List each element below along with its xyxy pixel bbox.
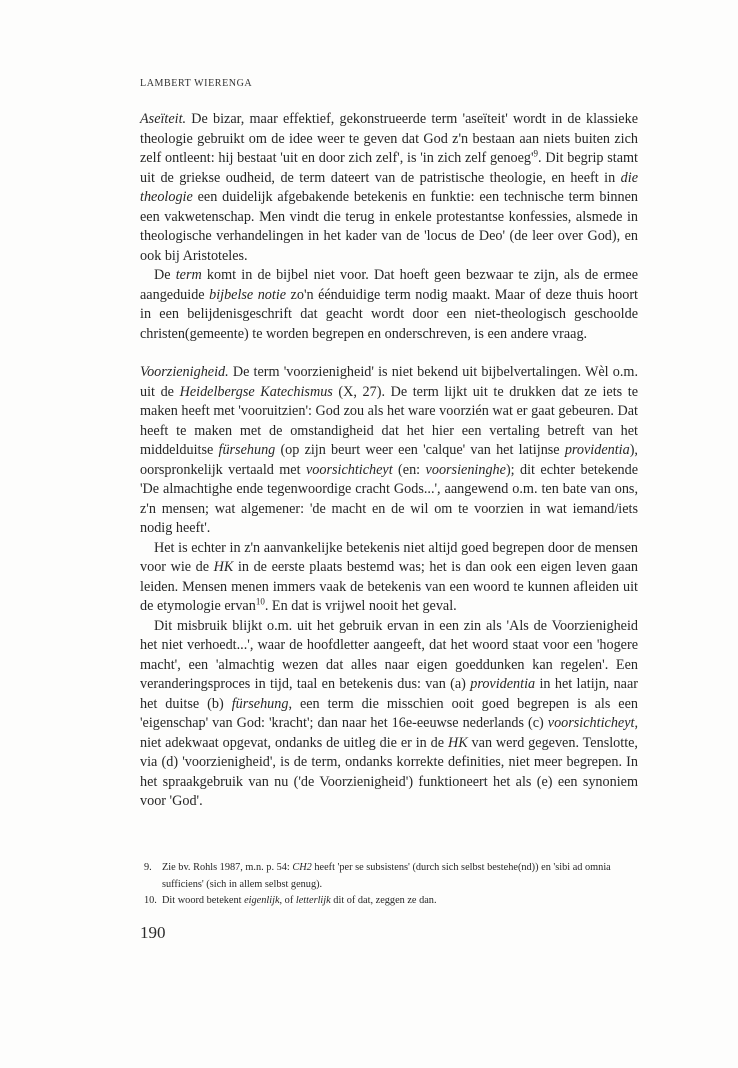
footnote-text: Zie bv. Rohls 1987, m.n. p. 54: CH2 heeft 'per se subsistens' (durch sich selbst bestehe(nd)) en 'sibi ad omnia sufficiens' (sich in allem selbst genug). (162, 862, 611, 890)
footnote-number: 9. (144, 862, 152, 873)
term-heading-aseiteit: Aseïteit. (140, 111, 187, 127)
running-head: LAMBERT WIERENGA (140, 78, 253, 89)
term-heading-voorzienigheid: Voorzienigheid. (140, 364, 229, 380)
book-page (140, 0, 638, 1068)
body-text (140, 110, 638, 812)
footnote-number: 10. (144, 895, 157, 906)
paragraph-betekenis: Het is echter in z'n aanvankelijke betekenis niet altijd goed begrepen door de mensen voor wie de HK in de eerste plaats bestemd was; het is dan ook een eigen leven gaan leiden. Mensen menen immers vaak de betekenis van een woord te kunnen afleiden uit de etymologie ervan$^{10}$. En dat is vrijwel nooit het geval. (140, 539, 638, 614)
footnote-ref-9: 9 (533, 148, 539, 159)
footnote-text: Dit woord betekent eigenlijk, of letterlijk dit of dat, zeggen ze dan. (162, 895, 437, 906)
footnote-9 (140, 860, 638, 893)
paragraph-misbruik: Dit misbruik blijkt o.m. uit het gebruik ervan in een zin als 'Als de Voorzienigheid het niet verhoedt...', waar de hoofdletter aangeeft, dat het woord staat voor een 'hogere macht', een 'almachtig wezen dat alles naar eigen goeddunken kan regelen'. Een veranderingsproces in tijd, taal en betekenis dus: van (a) providentia in het latijn, naar het duitse (b) fürsehung, een term die misschien ooit goed begrepen is als een 'eigenschap' van God: 'kracht'; dan naar het 16e-eeuwse nederlands (c) voorsichticheyt, niet adekwaat opgevat, ondanks de uitleg die er in de HK van werd gegeven. Tenslotte, via (d) 'voorzienigheid', is de term, ondanks korrekte definities, niet meer begrepen. In het spraakgebruik van nu ('de Voorzienigheid') funktioneert het als (e) een synoniem voor 'God'. (140, 617, 638, 809)
page-number: 190 (140, 923, 166, 942)
paragraph-voorzienigheid: Voorzienigheid. De term 'voorzienigheid' is niet bekend uit bijbelvertalingen. Wèl o.m. uit de Heidelbergse Katechismus (X, 27). De term lijkt uit te drukken dat ze iets te maken heeft met 'vooruitzien': God zou als het ware voorzién wat er gaat gebeuren. Dat heeft te maken met de omstandigheid dat het hier een vertaling betreft van het middelduitse fürsehung (op zijn beurt weer een 'calque' van het latijnse providentia), oorspronkelijk vertaald met voorsichticheyt (en: voorsieninghe); dit echter betekende 'De almachtighe ende tegenwoordige cracht Gods...', aangewend o.m. ten bate van ons, z'n mensen; wat algemener: 'de macht en de wil om te voorzien in wat iemand/iets nodig heeft'. (140, 364, 639, 536)
paragraph-aseiteit: Aseïteit. De bizar, maar effektief, gekonstrueerde term 'aseïteit' wordt in de klassieke theologie gebruikt om de idee weer te geven dat God z'n bestaan aan niets buiten zich zelf ontleent: hij bestaat 'uit en door zich zelf', is 'in zich zelf $genoeg'^9$. Dit begrip stamt uit de griekse oudheid, de term dateert van de patristische theologie, en heeft in die theologie een duidelijk afgebakende betekenis en funktie: een technische term binnen een vakwetenschap. Men vindt die terug in enkele protestantse konfessies, alsmede in theologische verhandelingen in het kader van de 'locus de Deo' (de leer over God), en ook bij Aristoteles. (140, 111, 638, 264)
footnote-ref-10: 10 (255, 596, 265, 607)
footnotes (140, 860, 638, 910)
footnote-10 (140, 893, 638, 910)
paragraph-term-bijbel: De term komt in de bijbel niet voor. Dat hoeft geen bezwaar te zijn, als de ermee aangeduide bijbelse notie zo'n éénduidige term nodig maakt. Maar of deze thuis hoort in een belijdenisgeschrift dat geacht wordt door een niet-theologisch geschoolde christen(gemeente) te worden begrepen en onderschreven, is een andere vraag. (140, 267, 638, 342)
